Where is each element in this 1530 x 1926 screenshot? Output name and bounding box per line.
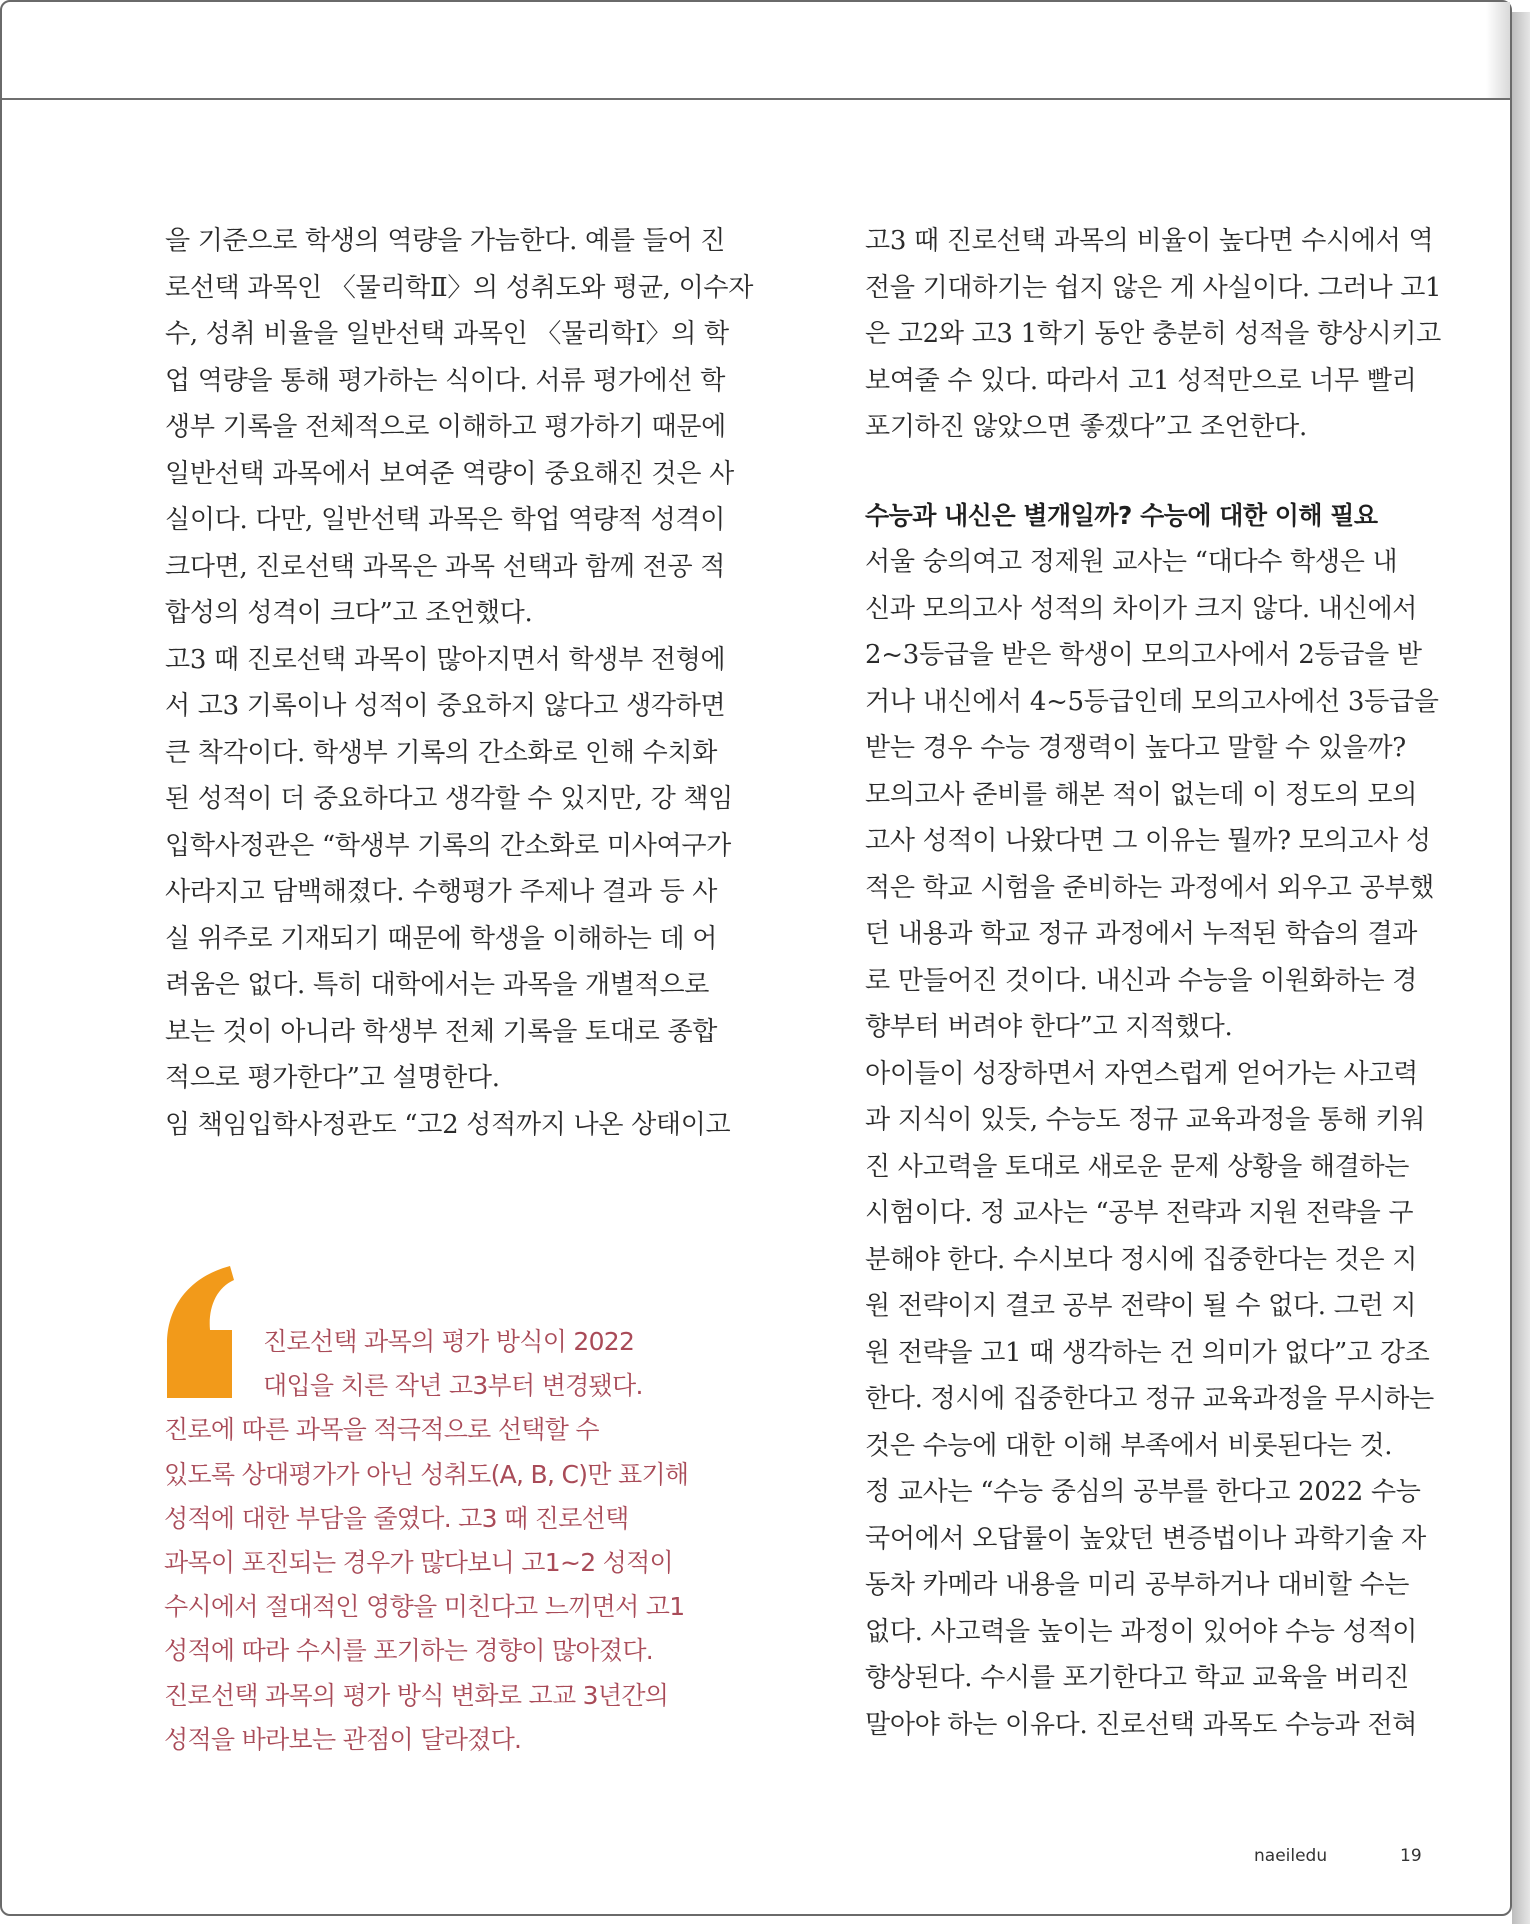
text-line: 국어에서 오답률이 높았던 변증법이나 과학기술 자 [865,1523,1426,1554]
text-line: 정 교사는 “수능 중심의 공부를 한다고 2022 수능 [865,1477,1421,1507]
text-line: 있도록 상대평가가 아닌 성취도(A, B, C)만 표기해 [164,1459,689,1489]
text-line: 진로선택 과목의 평가 방식 변화로 고교 3년간의 [164,1680,669,1710]
right-column [865,218,1442,1748]
pull-quote [164,1320,724,1762]
text-line: 로 만들어진 것이다. 내신과 수능을 이원화하는 경 [865,965,1418,996]
page-edge-shadow [1512,12,1530,1924]
text-line: 과 지식이 있듯, 수능도 정규 교육과정을 통해 키워 [865,1105,1426,1135]
text-line: 향부터 버려야 한다”고 지적했다. [865,1012,1233,1042]
text-line: 성적에 대한 부담을 줄였다. 고3 때 진로선택 [164,1503,629,1533]
text-line: 2~3등급을 받은 학생이 모의고사에서 2등급을 받 [865,640,1422,670]
text-line: 서 고3 기록이나 성적이 중요하지 않다고 생각하면 [165,691,726,721]
text-line: 합성의 성격이 크다”고 조언했다. [165,598,533,628]
text-line: 업 역량을 통해 평가하는 식이다. 서류 평가에선 학 [165,365,726,396]
text-line: 적은 학교 시험을 준비하는 과정에서 외우고 공부했 [865,872,1434,903]
text-line: 향상된다. 수시를 포기한다고 학교 교육을 버리진 [865,1663,1410,1693]
text-line: 사라지고 담백해졌다. 수행평가 주제나 결과 등 사 [165,877,718,907]
text-line: 입학사정관은 “학생부 기록의 간소화로 미사여구가 [165,830,731,861]
text-line: 고3 때 진로선택 과목이 많아지면서 학생부 전형에 [165,644,726,675]
text-line: 실 위주로 기재되기 때문에 학생을 이해하는 데 어 [165,923,718,954]
text-line: 거나 내신에서 4~5등급인데 모의고사에선 3등급을 [865,686,1439,717]
text-line: 던 내용과 학교 정규 과정에서 누적된 학습의 결과 [865,919,1418,949]
text-line: 된 성적이 더 중요하다고 생각할 수 있지만, 강 책임 [165,784,734,814]
text-line: 수시에서 절대적인 영향을 미친다고 느끼면서 고1 [164,1592,685,1622]
page-number: 19 [1400,1846,1422,1866]
text-line: 실이다. 다만, 일반선택 과목은 학업 역량적 성격이 [165,505,726,535]
header-band [2,2,1510,100]
text-line: 서울 숭의여고 정제원 교사는 “대다수 학생은 내 [865,547,1398,577]
text-line: 분해야 한다. 수시보다 정시에 집중한다는 것은 지 [865,1244,1418,1275]
text-line: 대입을 치른 작년 고3부터 변경됐다. [263,1371,643,1401]
text-line: 아이들이 성장하면서 자연스럽게 얻어가는 사고력 [865,1058,1418,1089]
text-line: 생부 기록을 전체적으로 이해하고 평가하기 때문에 [165,412,726,442]
text-line: 수, 성취 비율을 일반선택 과목인 〈물리학Ⅰ〉의 학 [165,319,729,349]
section-subheading: 수능과 내신은 별개일까? 수능에 대한 이해 필요 [865,500,1378,530]
footer-brand: naeiledu [1254,1846,1328,1866]
text-line: 고3 때 진로선택 과목의 비율이 높다면 수시에서 역 [865,226,1434,256]
text-line: 것은 수능에 대한 이해 부족에서 비롯된다는 것. [865,1430,1393,1461]
text-line: 원 전략을 고1 때 생각하는 건 의미가 없다”고 강조 [865,1337,1430,1368]
text-line: 려움은 없다. 특히 대학에서는 과목을 개별적으로 [165,970,710,1000]
text-line: 시험이다. 정 교사는 “공부 전략과 지원 전략을 구 [865,1198,1414,1228]
text-line: 로선택 과목인 〈물리학Ⅱ〉의 성취도와 평균, 이수자 [165,272,754,303]
text-line: 고사 성적이 나왔다면 그 이유는 뭘까? 모의고사 성 [865,826,1431,856]
left-column [165,218,754,1148]
text-line: 한다. 정시에 집중한다고 정규 교육과정을 무시하는 [865,1384,1434,1414]
text-line: 보는 것이 아니라 학생부 전체 기록을 토대로 종합 [165,1016,718,1047]
text-line: 진로에 따른 과목을 적극적으로 선택할 수 [164,1415,599,1445]
text-line: 없다. 사고력을 높이는 과정이 있어야 수능 성적이 [865,1616,1418,1647]
text-line: 신과 모의고사 성적의 차이가 크지 않다. 내신에서 [865,593,1418,624]
text-line: 진로선택 과목의 평가 방식이 2022 [263,1327,635,1356]
text-line: 받는 경우 수능 경쟁력이 높다고 말할 수 있을까? [865,733,1406,763]
text-line: 성적에 따라 수시를 포기하는 경향이 많아졌다. [164,1636,654,1666]
page-fold-shadow [1486,2,1510,98]
text-line: 말아야 하는 이유다. 진로선택 과목도 수능과 전혀 [865,1709,1418,1740]
text-line: 원 전략이지 결코 공부 전략이 될 수 없다. 그런 지 [865,1291,1417,1321]
text-line: 적으로 평가한다”고 설명한다. [165,1063,500,1093]
text-line: 크다면, 진로선택 과목은 과목 선택과 함께 전공 적 [165,551,726,582]
text-line: 전을 기대하기는 쉽지 않은 게 사실이다. 그러나 고1 [865,272,1442,303]
text-line: 큰 착각이다. 학생부 기록의 간소화로 인해 수치화 [165,737,718,768]
text-line: 일반선택 과목에서 보여준 역량이 중요해진 것은 사 [165,458,734,489]
text-line: 보여줄 수 있다. 따라서 고1 성적만으로 너무 빨리 [865,365,1417,396]
text-line: 모의고사 준비를 해본 적이 없는데 이 정도의 모의 [865,779,1418,810]
text-line: 과목이 포진되는 경우가 많다보니 고1~2 성적이 [164,1548,673,1578]
text-line: 성적을 바라보는 관점이 달라졌다. [164,1724,522,1754]
text-line: 은 고2와 고3 1학기 동안 충분히 성적을 향상시키고 [865,319,1441,349]
text-line: 동차 카메라 내용을 미리 공부하거나 대비할 수는 [865,1570,1410,1600]
text-line: 임 책임입학사정관도 “고2 성적까지 나온 상태이고 [165,1109,731,1140]
text-line: 을 기준으로 학생의 역량을 가늠한다. 예를 들어 진 [165,226,726,256]
text-line: 진 사고력을 토대로 새로운 문제 상황을 해결하는 [865,1151,1410,1182]
text-line: 포기하진 않았으면 좋겠다”고 조언한다. [865,412,1307,442]
